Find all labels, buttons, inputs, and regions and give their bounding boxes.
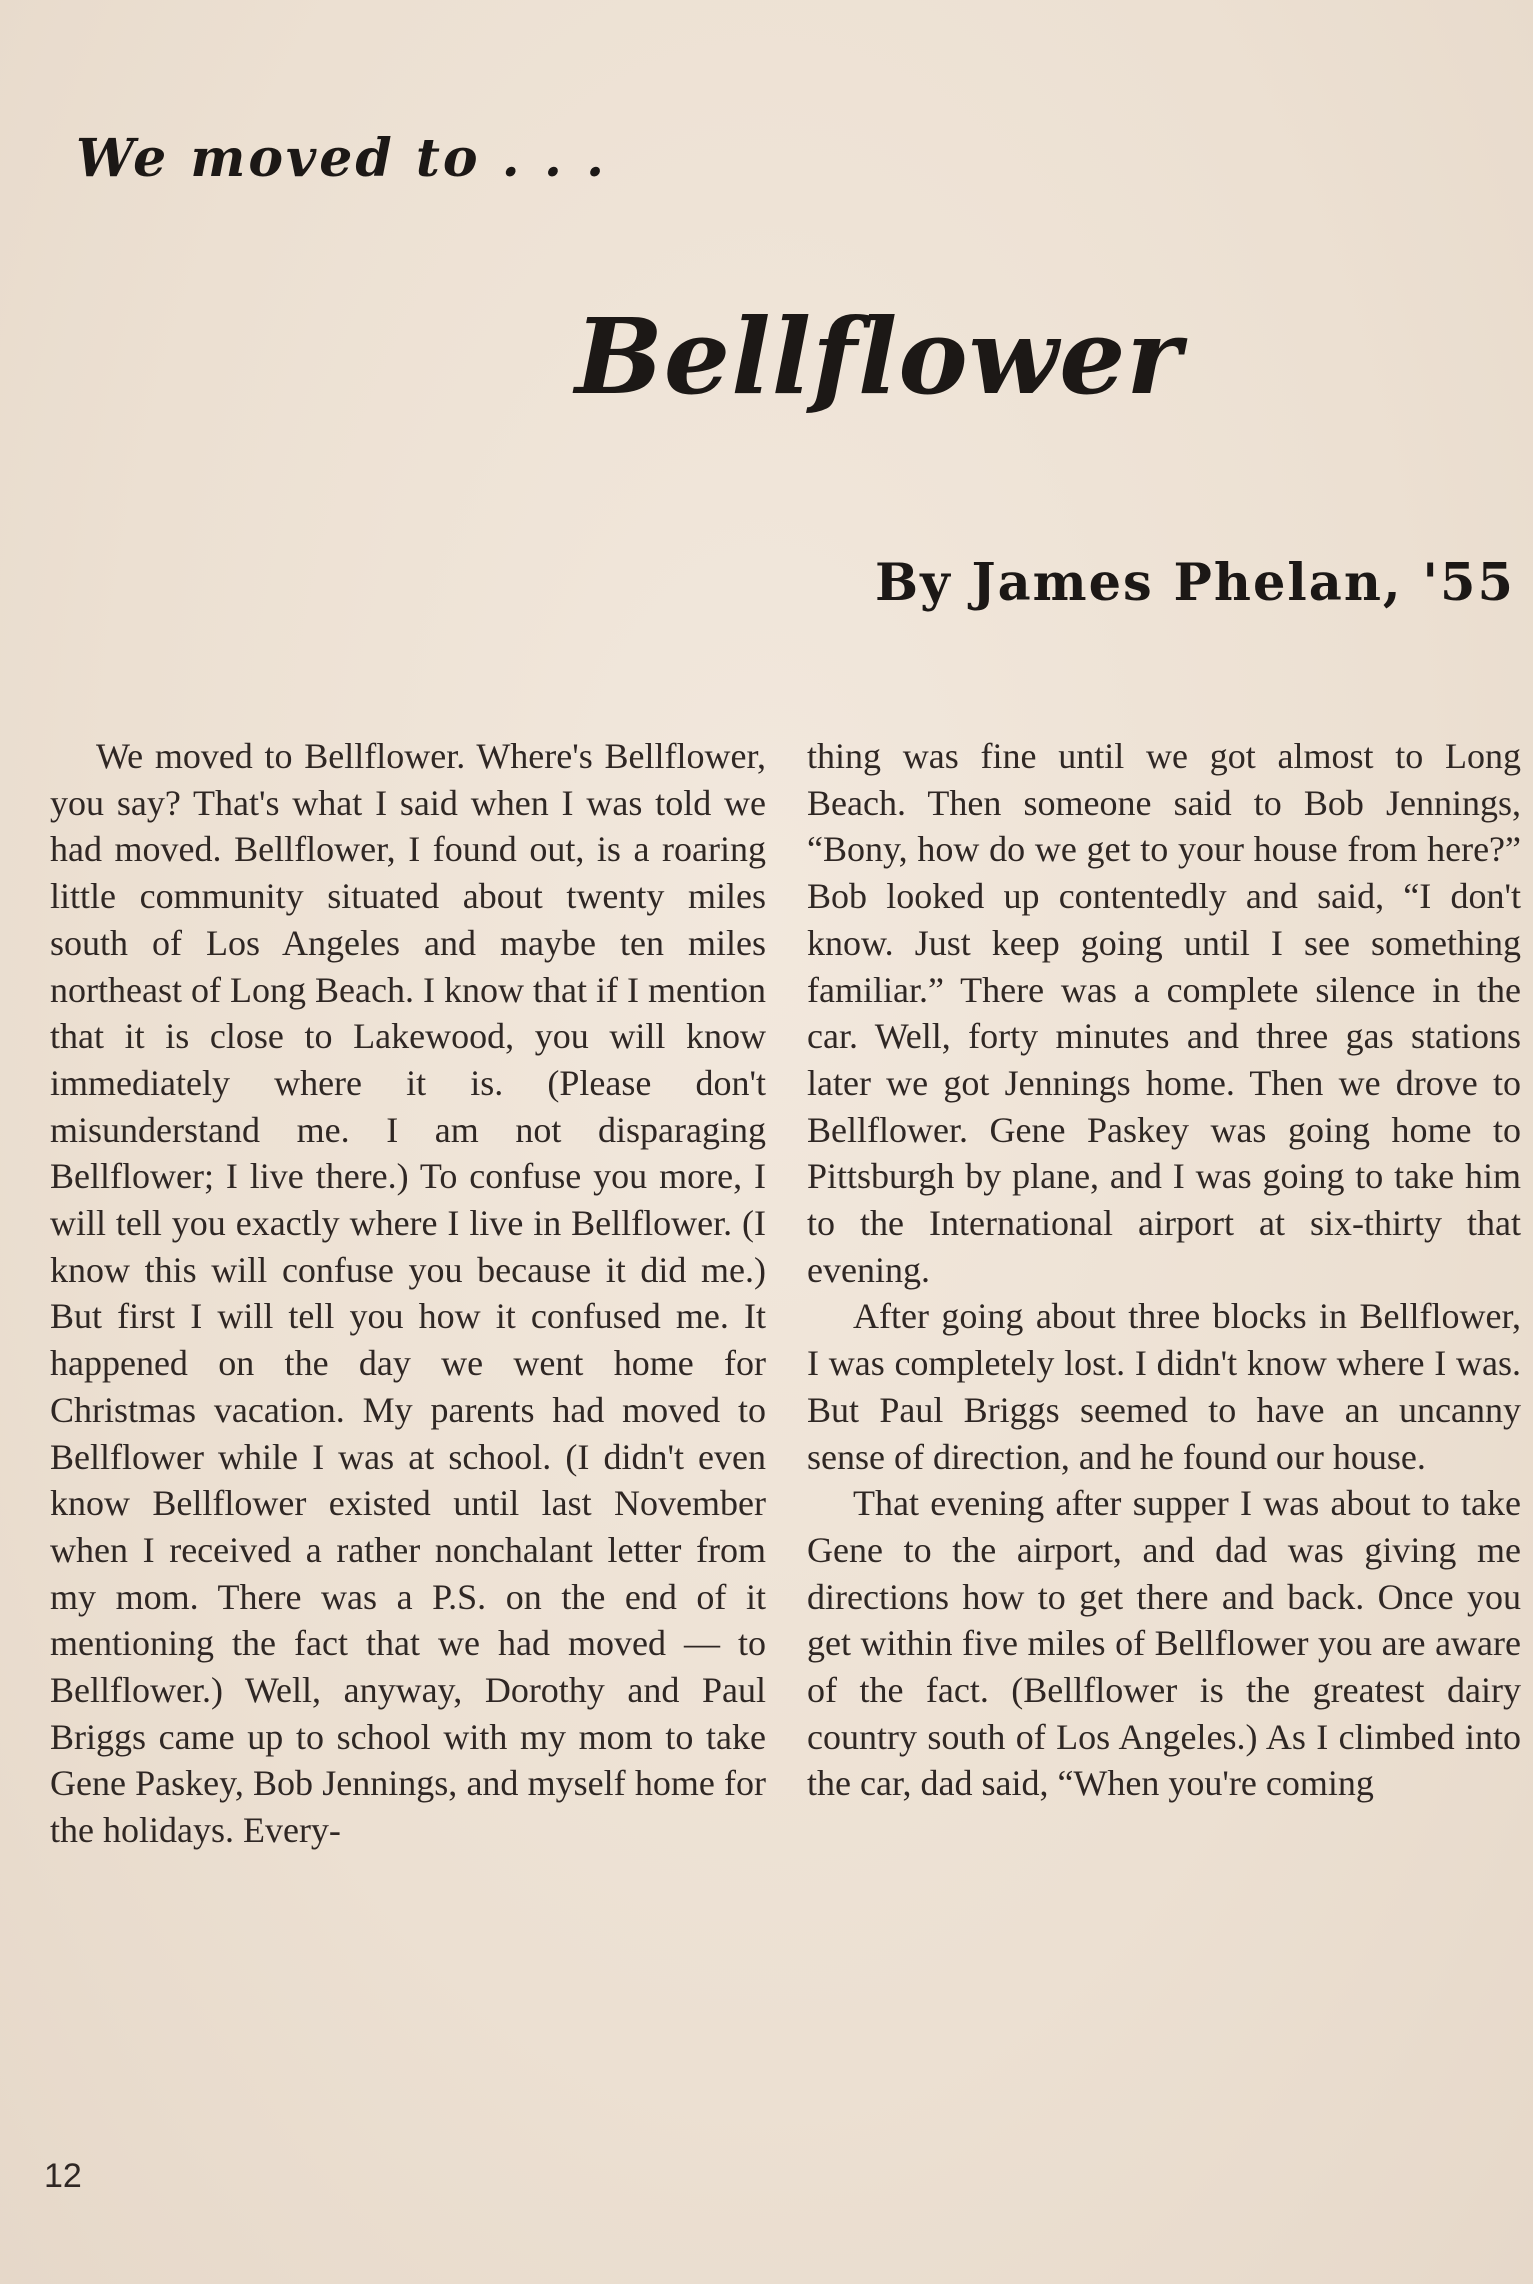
body-paragraph: After going about three blocks in Bellflower, I was completely lost. I didn't know where I was. But Paul Briggs seemed to have an uncanny sense of direction, and he found our house. [807,1296,1521,1477]
page-number: 12 [44,2157,82,2195]
left-column [50,733,766,1854]
body-paragraph: thing was fine until we got almost to Long Beach. Then someone said to Bob Jennings, “Bony, how do we get to your house from here?” Bob looked up contentedly and said, “I don't know. Just keep going until I see something familiar.” There was a complete silence in the car. Well, forty minutes and three gas stations later we got Jennings home. Then we drove to Bellflower. Gene Paskey was going home to Pittsburgh by plane, and I was going to take him to the International airport at six-thirty that evening. [807,736,1521,1290]
article-kicker: We moved to . . . [76,128,608,189]
article-byline: By James Phelan, '55 [874,553,1515,613]
article-title: Bellflower [575,295,1183,418]
right-column [807,733,1521,1807]
body-paragraph: We moved to Bellflower. Where's Bellflower, you say? That's what I said when I was told we had moved. Bellflower, I found out, is a roaring little community situated about twenty miles south of Los Angeles and maybe ten miles northeast of Long Beach. I know that if I mention that it is close to Lakewood, you will know immediately where it is. (Please don't misunderstand me. I am not disparaging Bellflower; I live there.) To confuse you more, I will tell you exactly where I live in Bellflower. (I know this will confuse you because it did me.) But first I will tell you how it confused me. It happened on the day we went home for Christmas vacation. My parents had moved to Bellflower while I was at school. (I didn't even know Bellflower existed until last November when I received a rather nonchalant letter from my mom. There was a P.S. on the end of it mentioning the fact that we had moved — to Bellflower.) Well, anyway, Dorothy and Paul Briggs came up to school with my mom to take Gene Paskey, Bob Jennings, and myself home for the holidays. Every- [50,736,766,1851]
body-paragraph: That evening after supper I was about to take Gene to the airport, and dad was giving me directions how to get there and back. Once you get within five miles of Bellflower you are aware of the fact. (Bellflower is the greatest dairy country south of Los Angeles.) As I climbed into the car, dad said, “When you're coming [807,1483,1521,1804]
